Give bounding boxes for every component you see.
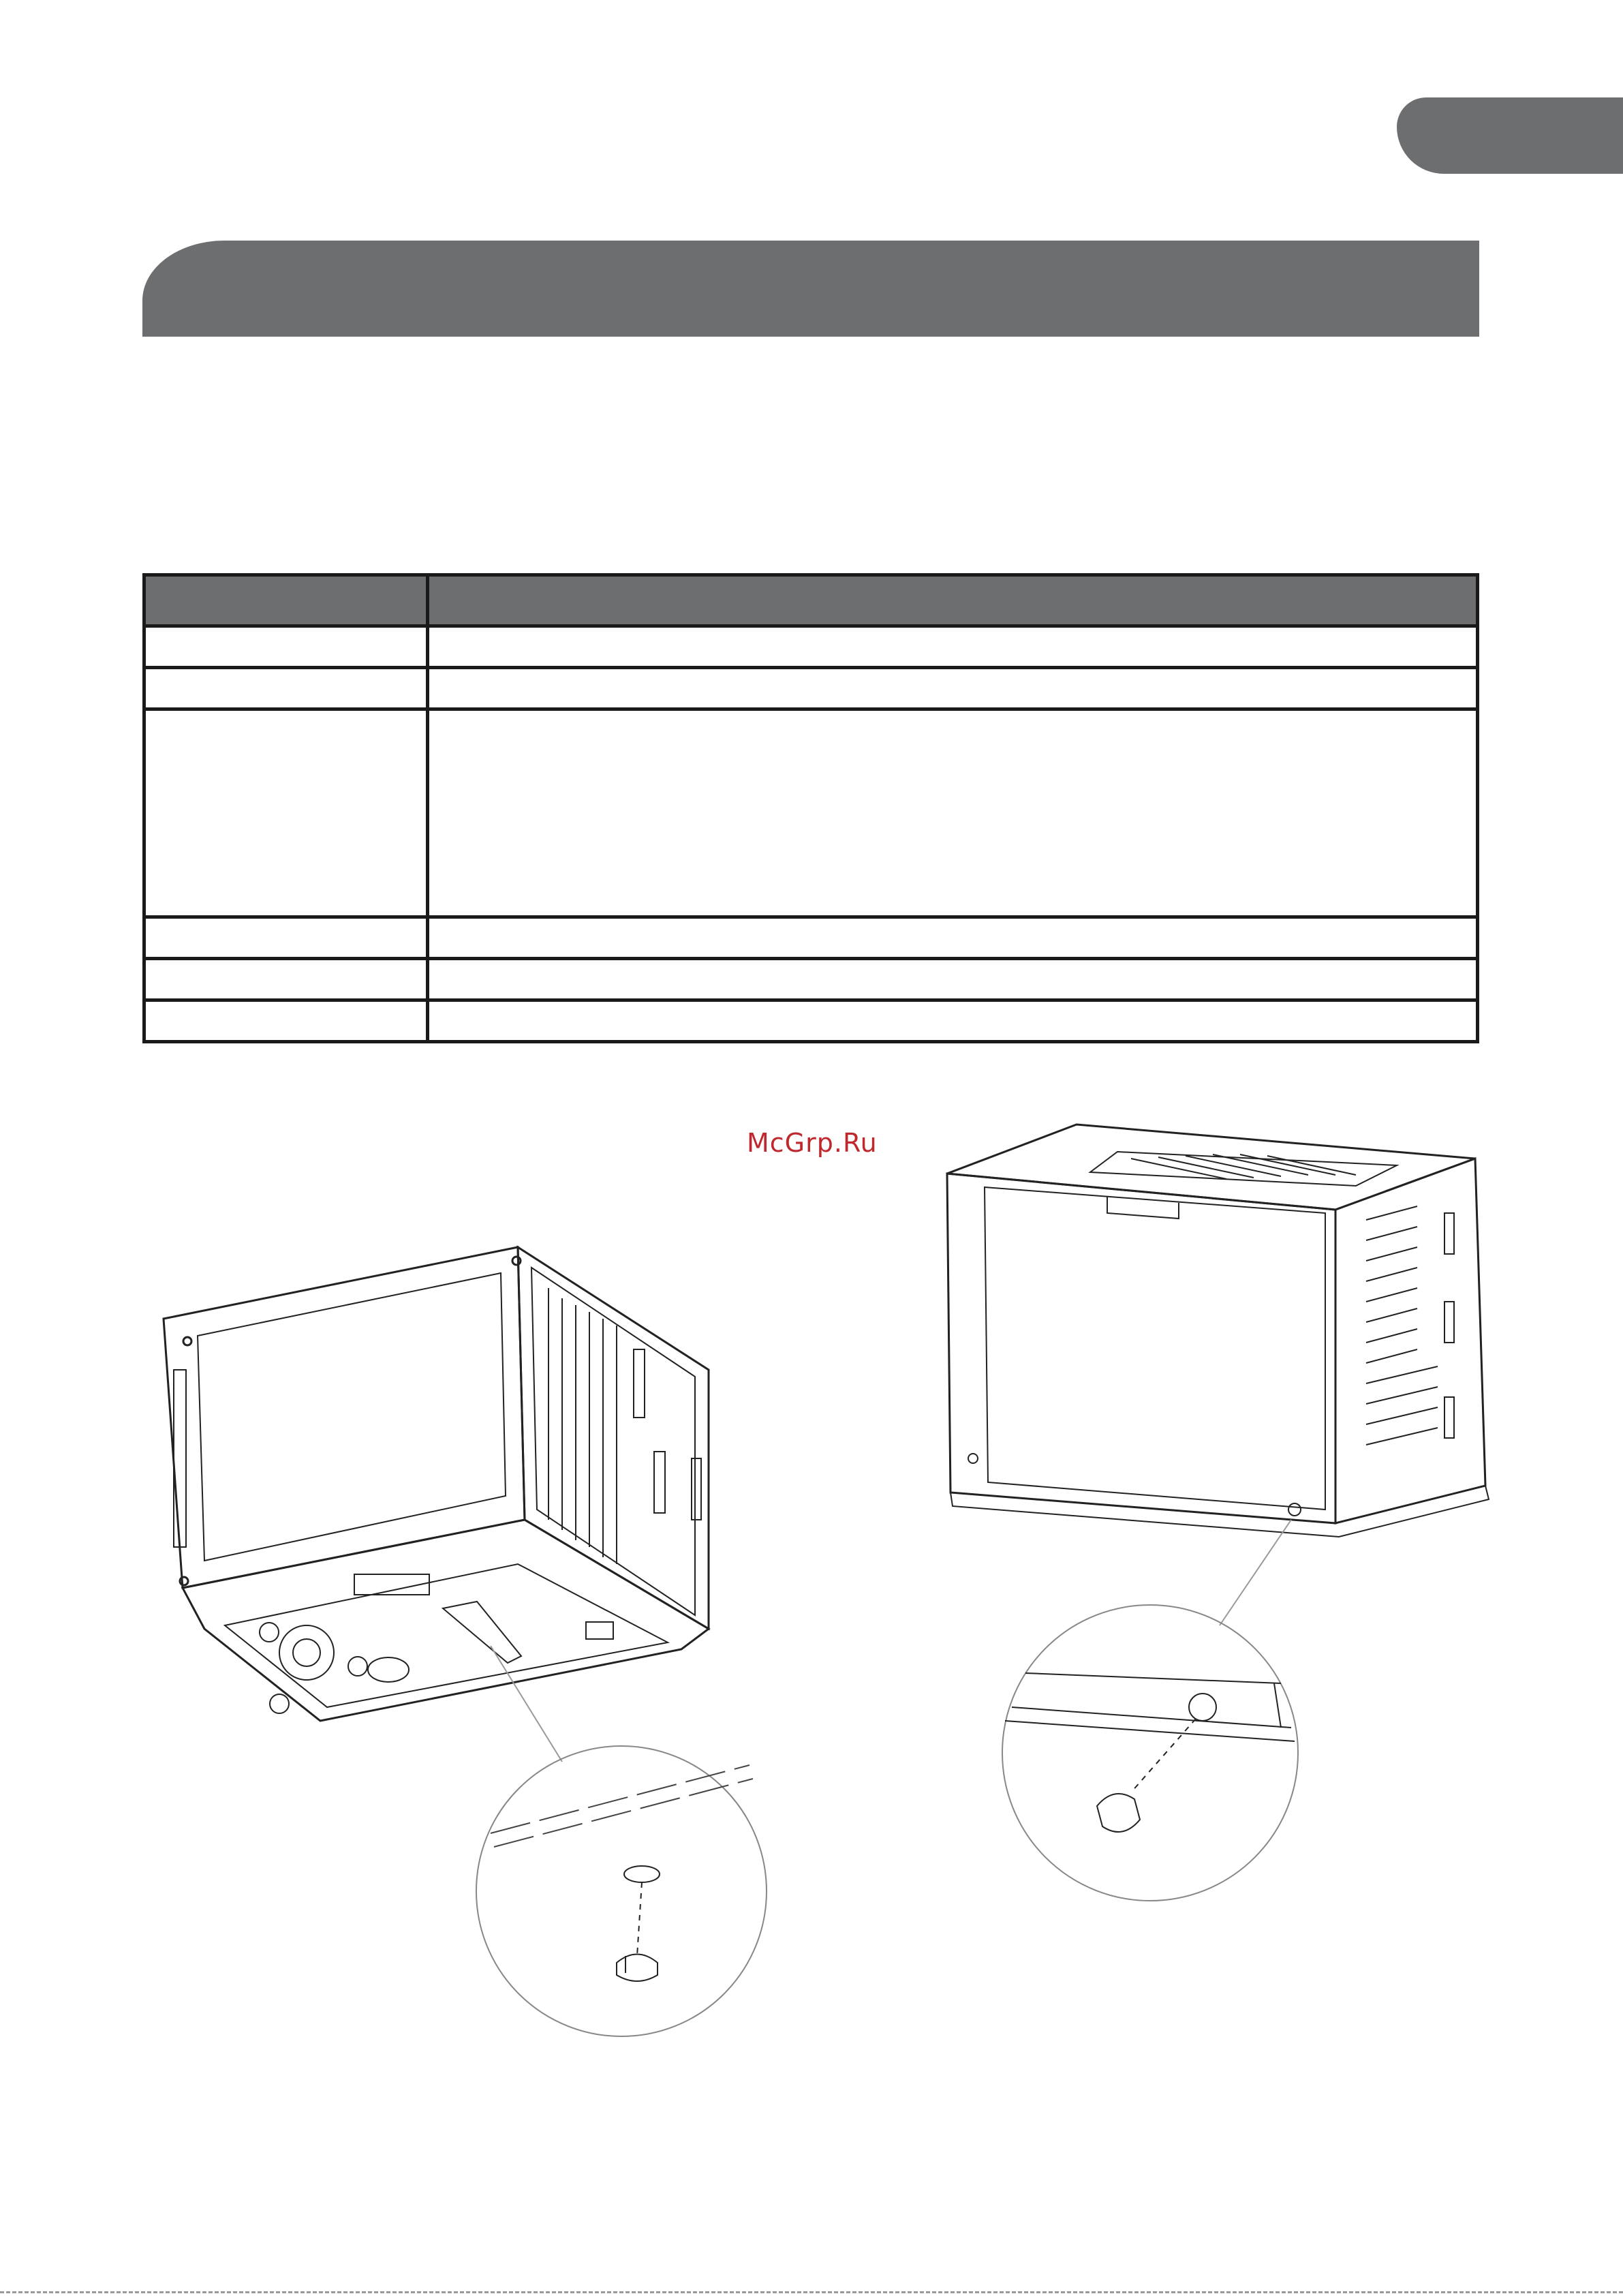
air-conditioner-illustration <box>947 1124 1489 1537</box>
watermark-text: McGrp.Ru <box>747 1128 878 1158</box>
footer-rule <box>0 2291 1623 2293</box>
detail-view-circle-right <box>1002 1605 1298 1901</box>
chassis-bottom-illustration <box>164 1247 709 1721</box>
detail-view-circle-left <box>476 1746 767 2036</box>
detail-leader-line <box>1220 1520 1291 1625</box>
detail-leader-line <box>491 1646 562 1762</box>
